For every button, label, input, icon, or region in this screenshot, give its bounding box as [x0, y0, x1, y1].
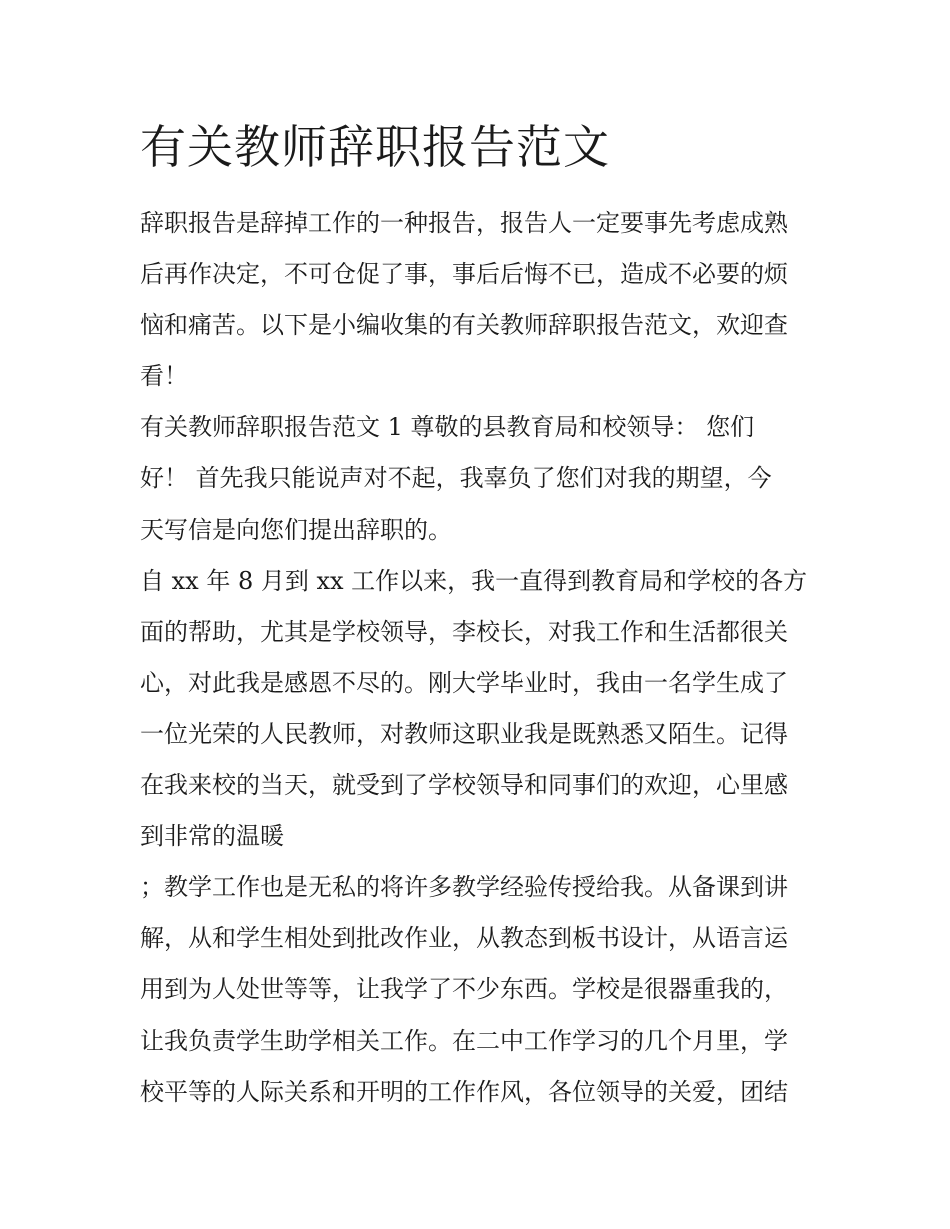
document-title: 有关教师辞职报告范文 — [140, 120, 610, 174]
document-body — [140, 198, 820, 1118]
text-line: 用到为人处世等等，让我学了不少东西。学校是很器重我的， — [140, 975, 788, 1004]
text-line: 有关教师辞职报告范文 1 尊敬的县教育局和校领导： 您们 — [140, 413, 755, 442]
text-line: ；教学工作也是无私的将许多教学经验传授给我。从备课到讲 — [140, 873, 788, 902]
text-line: 面的帮助，尤其是学校领导，李校长，对我工作和生活都很关 — [140, 617, 788, 646]
text-line: 心，对此我是感恩不尽的。刚大学毕业时，我由一名学生成了 — [140, 668, 788, 697]
text-line: 恼和痛苦。以下是小编收集的有关教师辞职报告范文，欢迎查 — [140, 311, 788, 340]
text-line: 自 xx 年 8 月到 xx 工作以来，我一直得到教育局和学校的各方 — [140, 566, 808, 595]
text-line: 好！ 首先我只能说声对不起，我辜负了您们对我的期望，今 — [140, 464, 772, 493]
text-line: 天写信是向您们提出辞职的。 — [140, 515, 452, 544]
text-line: 在我来校的当天，就受到了学校领导和同事们的欢迎，心里感 — [140, 771, 788, 800]
text-line: 辞职报告是辞掉工作的一种报告，报告人一定要事先考虑成熟 — [140, 209, 788, 237]
text-line: 看！ — [140, 362, 188, 391]
text-line: 后再作决定，不可仓促了事，事后后悔不已，造成不必要的烦 — [140, 260, 788, 289]
text-line: 校平等的人际关系和开明的工作作风，各位领导的关爱，团结 — [140, 1077, 788, 1106]
text-line: 解，从和学生相处到批改作业，从教态到板书设计，从语言运 — [140, 924, 788, 953]
text-line: 到非常的温暖 — [140, 822, 284, 851]
text-line: 让我负责学生助学相关工作。在二中工作学习的几个月里，学 — [140, 1026, 788, 1055]
text-line: 一位光荣的人民教师，对教师这职业我是既熟悉又陌生。记得 — [140, 719, 788, 748]
